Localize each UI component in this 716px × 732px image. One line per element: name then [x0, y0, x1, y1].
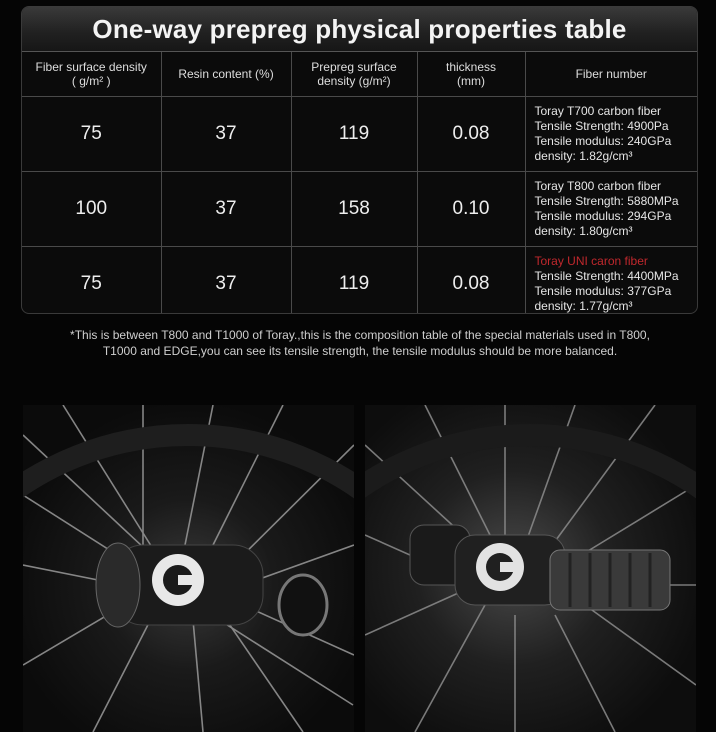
table-row: [22, 247, 697, 315]
cell-resin: 37: [161, 247, 291, 315]
footnote: [30, 327, 690, 359]
cell-thickness: 0.08: [417, 247, 525, 315]
cell-fiber-number: [525, 97, 697, 172]
footnote-line-1: *This is between T800 and T1000 of Toray.,this is the composition table of the special materials used in T800,: [70, 328, 650, 342]
cell-fiber-density: 100: [22, 172, 161, 247]
cell-thickness: 0.10: [417, 172, 525, 247]
page-title: One-way prepreg physical properties table: [92, 13, 627, 44]
rear-hub-photo: [365, 405, 696, 732]
properties-table: [22, 52, 697, 314]
header-fiber-number: Fiber number: [525, 52, 697, 97]
front-hub-photo: [23, 405, 354, 732]
cell-fiber-density: 75: [22, 247, 161, 315]
hub-end-cap: [279, 575, 327, 635]
hub-flange: [96, 543, 140, 627]
table-header-row: [22, 52, 697, 97]
header-thickness: thickness (mm): [417, 52, 525, 97]
properties-panel: [21, 6, 698, 314]
cell-fiber-density: 75: [22, 97, 161, 172]
header-fiber-surface-density: Fiber surface density ( g/m² ): [22, 52, 161, 97]
table-row: [22, 172, 697, 247]
fiber-name: Toray T700 carbon fiber: [534, 104, 662, 118]
footnote-line-2: T1000 and EDGE,you can see its tensile strength, the tensile modulus should be more balanced.: [102, 344, 618, 358]
cell-prepreg-density: 119: [291, 247, 417, 315]
fiber-name-highlighted: Toray UNI caron fiber: [534, 254, 648, 268]
cell-resin: 37: [161, 172, 291, 247]
title-bar: [22, 7, 697, 52]
rear-hub-illustration: [365, 405, 696, 732]
cell-fiber-number: [525, 247, 697, 315]
fiber-modulus: Tensile modulus: 294GPa: [534, 209, 672, 223]
front-hub-illustration: [23, 405, 354, 732]
fiber-strength: Tensile Strength: 4900Pa: [534, 119, 669, 133]
cell-prepreg-density: 158: [291, 172, 417, 247]
fiber-density: density: 1.77g/cm³: [534, 299, 633, 313]
table-row: [22, 97, 697, 172]
fiber-name: Toray T800 carbon fiber: [534, 179, 662, 193]
fiber-density: density: 1.82g/cm³: [534, 149, 633, 163]
fiber-modulus: Tensile modulus: 240GPa: [534, 134, 672, 148]
cell-prepreg-density: 119: [291, 97, 417, 172]
cell-resin: 37: [161, 97, 291, 172]
fiber-modulus: Tensile modulus: 377GPa: [534, 284, 672, 298]
cell-thickness: 0.08: [417, 97, 525, 172]
cell-fiber-number: [525, 172, 697, 247]
header-prepreg-density: Prepreg surface density (g/m²): [291, 52, 417, 97]
header-resin-content: Resin content (%): [161, 52, 291, 97]
fiber-strength: Tensile Strength: 4400MPa: [534, 269, 679, 283]
fiber-strength: Tensile Strength: 5880MPa: [534, 194, 679, 208]
fiber-density: density: 1.80g/cm³: [534, 224, 633, 238]
